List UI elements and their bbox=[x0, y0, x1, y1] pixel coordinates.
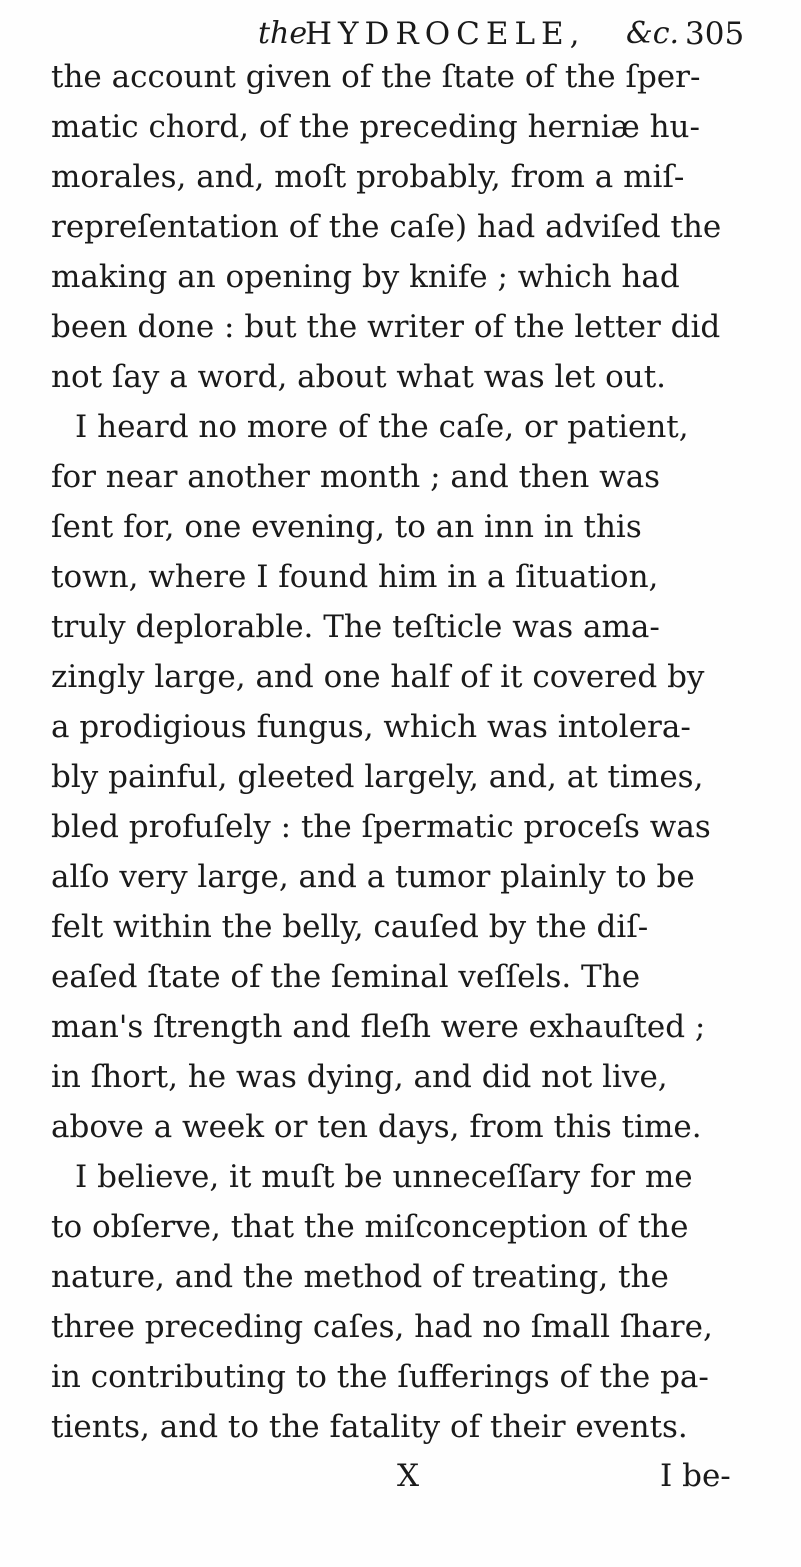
text-line-28: tients, and to the fatality of their events. bbox=[51, 1409, 688, 1445]
header-prefix: the bbox=[258, 16, 308, 51]
header-suffix: &c. bbox=[626, 16, 680, 51]
text-line-15: bly painful, gleeted largely, and, at times, bbox=[51, 759, 704, 795]
text-line-23: I believe, it muſt be unneceſſary for me bbox=[75, 1159, 693, 1195]
text-line-9: for near another month ; and then was bbox=[51, 459, 661, 495]
text-line-10: ſent for, one evening, to an inn in this bbox=[51, 509, 642, 545]
text-line-1: the account given of the ſtate of the ſper- bbox=[51, 59, 701, 95]
text-line-16: bled profuſely : the ſpermatic proceſs was bbox=[51, 809, 711, 845]
page-number: 305 bbox=[685, 16, 745, 52]
text-line-20: man's ſtrength and fleſh were exhauſted ; bbox=[51, 1009, 706, 1045]
text-line-24: to obſerve, that the miſconception of the bbox=[51, 1209, 689, 1245]
text-line-18: felt within the belly, cauſed by the diſ- bbox=[51, 909, 649, 945]
text-line-2: matic chord, of the preceding herniæ hu- bbox=[51, 109, 700, 145]
signature-mark: X bbox=[397, 1458, 420, 1494]
running-header bbox=[0, 14, 801, 64]
text-line-13: zingly large, and one half of it covered by bbox=[51, 659, 705, 695]
text-line-5: making an opening by knife ; which had bbox=[51, 259, 680, 295]
text-line-6: been done : but the writer of the letter did bbox=[51, 309, 721, 345]
text-line-12: truly deplorable. The teſticle was ama- bbox=[51, 609, 660, 645]
text-line-11: town, where I found him in a ſituation, bbox=[51, 559, 659, 595]
header-title: HYDROCELE, bbox=[305, 16, 586, 52]
text-line-17: alſo very large, and a tumor plainly to be bbox=[51, 859, 695, 895]
text-line-14: a prodigious fungus, which was intolera- bbox=[51, 709, 691, 745]
catchword: I be- bbox=[660, 1458, 731, 1494]
text-line-27: in contributing to the ſufferings of the pa- bbox=[51, 1359, 709, 1395]
text-line-26: three preceding caſes, had no ſmall ſhare, bbox=[51, 1309, 713, 1345]
text-line-25: nature, and the method of treating, the bbox=[51, 1259, 669, 1295]
text-line-21: in ſhort, he was dying, and did not live, bbox=[51, 1059, 668, 1095]
text-line-22: above a week or ten days, from this time. bbox=[51, 1109, 702, 1145]
text-line-7: not ſay a word, about what was let out. bbox=[51, 359, 667, 395]
text-line-3: morales, and, moſt probably, from a miſ- bbox=[51, 159, 685, 195]
text-line-19: eaſed ſtate of the ſeminal veſſels. The bbox=[51, 959, 641, 995]
text-line-8: I heard no more of the caſe, or patient, bbox=[75, 409, 689, 445]
text-line-4: repreſentation of the caſe) had adviſed the bbox=[51, 209, 722, 245]
